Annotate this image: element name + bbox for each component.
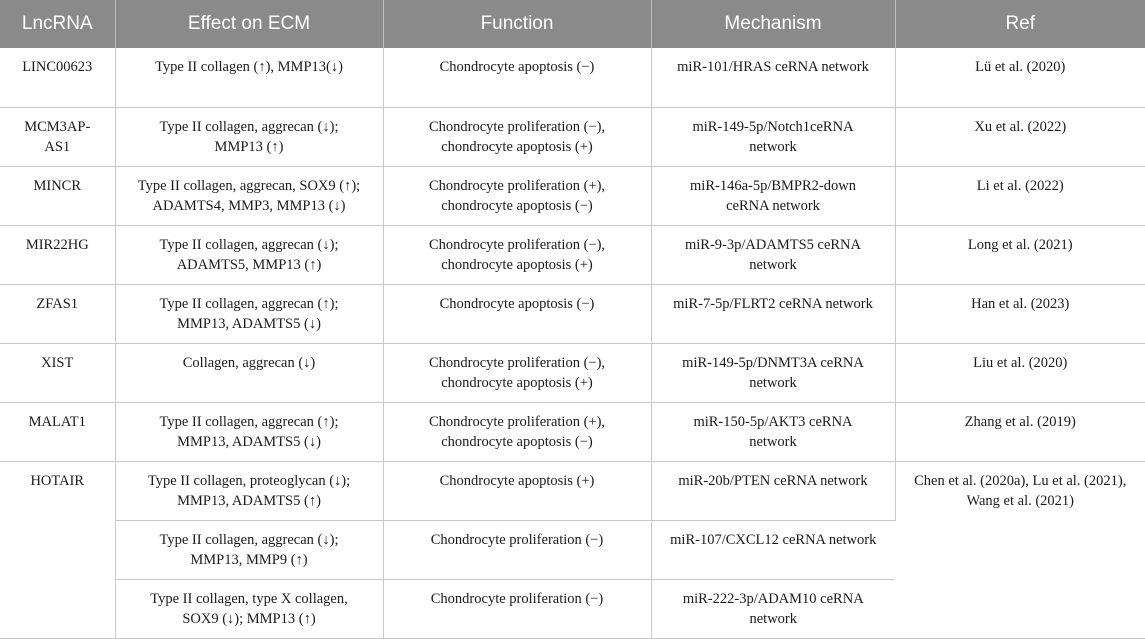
cell-effect — [115, 48, 383, 107]
table-row — [0, 225, 1145, 284]
cell-line: Collagen, aggrecan (↓) — [182, 354, 316, 371]
table-row — [0, 402, 1145, 461]
header-function: Function — [383, 0, 651, 48]
cell-effect — [115, 107, 383, 166]
cell-line: Xu et al. (2022) — [974, 118, 1067, 135]
cell-line: network — [749, 374, 797, 391]
cell-mechanism — [651, 461, 895, 520]
cell-function — [383, 166, 651, 225]
cell-mechanism — [651, 579, 895, 638]
cell-line: HOTAIR — [30, 472, 85, 489]
cell-mechanism — [651, 520, 895, 579]
cell-line: Zhang et al. (2019) — [964, 413, 1076, 430]
cell-line: miR-7-5p/FLRT2 ceRNA network — [673, 295, 873, 312]
cell-function — [383, 284, 651, 343]
cell-line: SOX9 (↓); MMP13 (↑) — [182, 610, 316, 627]
cell-line: Type II collagen, aggrecan, SOX9 (↑); — [137, 177, 361, 194]
cell-lncrna — [0, 225, 115, 284]
cell-lncrna — [0, 166, 115, 225]
cell-line: miR-9-3p/ADAMTS5 ceRNA — [684, 236, 861, 253]
cell-line: miR-146a-5p/BMPR2-down — [690, 177, 856, 194]
cell-line: MMP13, MMP9 (↑) — [190, 551, 308, 568]
cell-line: Type II collagen, aggrecan (↑); — [159, 413, 339, 430]
cell-line: XIST — [41, 354, 74, 371]
cell-line: ZFAS1 — [36, 295, 79, 312]
cell-effect — [115, 520, 383, 579]
cell-line: chondrocyte apoptosis (+) — [441, 138, 593, 155]
cell-line: miR-150-5p/AKT3 ceRNA — [693, 413, 853, 430]
cell-line: chondrocyte apoptosis (−) — [441, 433, 593, 450]
cell-function — [383, 48, 651, 107]
cell-line: network — [749, 610, 797, 627]
cell-mechanism — [651, 225, 895, 284]
cell-function — [383, 225, 651, 284]
cell-function — [383, 461, 651, 520]
cell-mechanism — [651, 107, 895, 166]
cell-ref — [895, 343, 1145, 402]
cell-line: chondrocyte apoptosis (+) — [441, 256, 593, 273]
cell-line: AS1 — [44, 138, 71, 155]
cell-ref — [895, 402, 1145, 461]
cell-line: ADAMTS5, MMP13 (↑) — [176, 256, 322, 273]
table-row — [0, 343, 1145, 402]
cell-effect — [115, 579, 383, 638]
cell-effect — [115, 461, 383, 520]
cell-line: Han et al. (2023) — [971, 295, 1070, 312]
cell-line: Chondrocyte proliferation (−), — [428, 236, 606, 253]
cell-function — [383, 343, 651, 402]
cell-line: MINCR — [33, 177, 82, 194]
cell-line: ceRNA network — [726, 197, 820, 214]
cell-line: network — [749, 433, 797, 450]
cell-line: miR-149-5p/Notch1ceRNA — [692, 118, 854, 135]
cell-line: miR-107/CXCL12 ceRNA network — [670, 531, 877, 548]
cell-mechanism — [651, 284, 895, 343]
table-row — [0, 107, 1145, 166]
header-mechanism: Mechanism — [651, 0, 895, 48]
cell-line: miR-149-5p/DNMT3A ceRNA — [682, 354, 864, 371]
cell-line: network — [749, 138, 797, 155]
cell-line: Chondrocyte apoptosis (−) — [439, 59, 595, 75]
cell-ref — [895, 225, 1145, 284]
cell-line: MALAT1 — [28, 413, 86, 430]
cell-line: network — [749, 256, 797, 273]
cell-mechanism — [651, 48, 895, 107]
cell-line: miR-222-3p/ADAM10 ceRNA — [682, 590, 864, 607]
cell-mechanism — [651, 343, 895, 402]
cell-line: Type II collagen, type X collagen, — [150, 590, 348, 607]
cell-lncrna — [0, 48, 115, 107]
cell-line: MMP13, ADAMTS5 (↑) — [177, 492, 321, 509]
cell-line: Chondrocyte proliferation (−), — [428, 354, 606, 371]
cell-line: Type II collagen, aggrecan (↓); — [159, 531, 339, 548]
cell-line: Liu et al. (2020) — [973, 354, 1068, 371]
cell-line: Chondrocyte proliferation (+), — [428, 177, 606, 194]
cell-line: MIR22HG — [25, 236, 89, 253]
cell-function — [383, 402, 651, 461]
cell-line: Li et al. (2022) — [976, 177, 1064, 194]
cell-ref — [895, 107, 1145, 166]
cell-lncrna — [0, 284, 115, 343]
cell-effect — [115, 166, 383, 225]
cell-ref — [895, 166, 1145, 225]
cell-line: Type II collagen, proteoglycan (↓); — [147, 472, 351, 489]
cell-line: MCM3AP- — [24, 118, 91, 135]
cell-ref — [895, 48, 1145, 107]
header-effect-on-ecm: Effect on ECM — [115, 0, 383, 48]
cell-line: Type II collagen (↑), MMP13(↓) — [155, 59, 343, 75]
cell-line: LINC00623 — [22, 59, 93, 75]
cell-line: Type II collagen, aggrecan (↓); — [159, 118, 339, 135]
cell-line: ADAMTS4, MMP3, MMP13 (↓) — [152, 197, 346, 214]
header-row — [0, 0, 1145, 48]
cell-line: Wang et al. (2021) — [966, 492, 1075, 509]
table-row — [0, 166, 1145, 225]
cell-effect — [115, 225, 383, 284]
header-lncrna: LncRNA — [0, 0, 115, 48]
table-body — [0, 48, 1145, 638]
cell-line: Type II collagen, aggrecan (↑); — [159, 295, 339, 312]
table-row — [0, 461, 1145, 520]
cell-line: Long et al. (2021) — [967, 236, 1073, 253]
cell-line: chondrocyte apoptosis (−) — [441, 197, 593, 214]
cell-effect — [115, 284, 383, 343]
cell-ref — [895, 284, 1145, 343]
table-row — [0, 48, 1145, 107]
cell-lncrna — [0, 402, 115, 461]
header-ref: Ref — [895, 0, 1145, 48]
cell-line: chondrocyte apoptosis (+) — [441, 374, 593, 391]
cell-line: Chondrocyte apoptosis (+) — [439, 472, 595, 489]
cell-line: Chondrocyte proliferation (−), — [428, 118, 606, 135]
cell-mechanism — [651, 402, 895, 461]
cell-function — [383, 520, 651, 579]
cell-lncrna — [0, 107, 115, 166]
cell-line: miR-20b/PTEN ceRNA network — [678, 472, 868, 489]
table-row — [0, 284, 1145, 343]
cell-line: MMP13, ADAMTS5 (↓) — [177, 315, 321, 332]
cell-lncrna — [0, 461, 115, 638]
cell-line: MMP13, ADAMTS5 (↓) — [177, 433, 321, 450]
cell-line: Chondrocyte proliferation (+), — [428, 413, 606, 430]
cell-effect — [115, 343, 383, 402]
cell-mechanism — [651, 166, 895, 225]
cell-function — [383, 107, 651, 166]
cell-line: miR-101/HRAS ceRNA network — [677, 59, 869, 75]
cell-ref — [895, 461, 1145, 638]
cell-line: Type II collagen, aggrecan (↓); — [159, 236, 339, 253]
cell-line: Chen et al. (2020a), Lu et al. (2021), — [914, 472, 1127, 489]
cell-line: Chondrocyte proliferation (−) — [430, 531, 604, 548]
cell-line: Lü et al. (2020) — [975, 59, 1066, 75]
cell-line: Chondrocyte proliferation (−) — [430, 590, 604, 607]
cell-effect — [115, 402, 383, 461]
cell-line: Chondrocyte apoptosis (−) — [439, 295, 595, 312]
cell-lncrna — [0, 343, 115, 402]
cell-line: MMP13 (↑) — [214, 138, 284, 155]
cell-function — [383, 579, 651, 638]
